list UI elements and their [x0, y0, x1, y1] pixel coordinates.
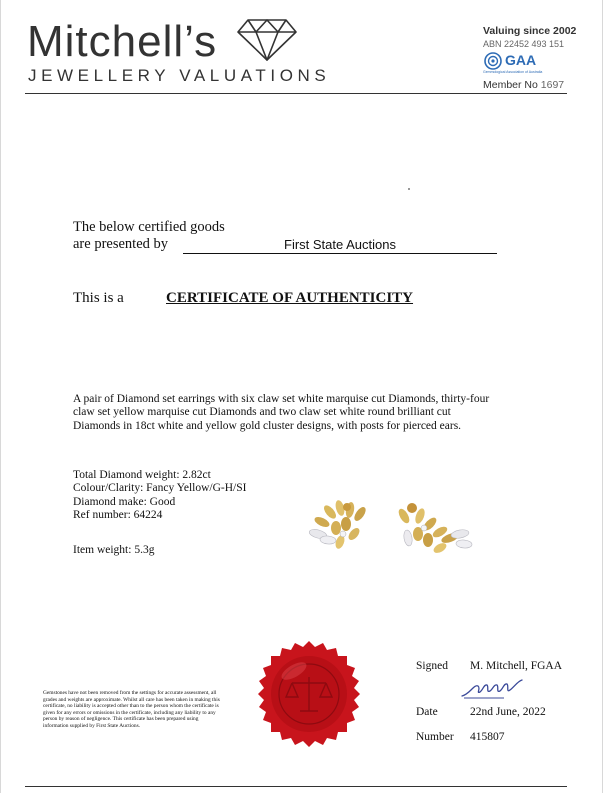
disclaimer: Gemstones have not been removed from the settings for accurate assessment, all grades and weights are approximate. Whilst all care has been taken in making this certificate, no liability is accepted other than to the person whom the certificate is given for any errors or omissions in the certificate, including any liability to any person by reason of negligence. This certificate has been prepared using information supplied by First State Auctions.	[43, 690, 220, 729]
certificate-title: CERTIFICATE OF AUTHENTICITY	[166, 290, 414, 306]
colour-clarity: Colour/Clarity: Fancy Yellow/G-H/SI	[73, 482, 247, 495]
certificate-prefix: This is a	[73, 290, 124, 306]
valuing-since: Valuing since 2002	[483, 25, 577, 37]
earrings-image	[300, 498, 478, 564]
abn-number: ABN 22452 493 151	[483, 39, 565, 49]
date-value: 22nd June, 2022	[470, 706, 546, 718]
brand-subtitle: JEWELLERY VALUATIONS	[28, 66, 331, 85]
item-details	[73, 469, 246, 523]
right-earring	[397, 503, 473, 555]
member-label: Member No	[483, 79, 538, 91]
diamond-make: Diamond make: Good	[73, 495, 176, 508]
number-label: Number	[416, 731, 454, 743]
date-label: Date	[416, 706, 438, 718]
diamond-logo-icon	[236, 14, 298, 64]
speck	[408, 188, 410, 190]
gaa-full-name: Gemmological Association of Australia	[483, 70, 543, 74]
total-diamond-weight: Total Diamond weight: 2.82ct	[73, 469, 211, 481]
item-weight: Item weight: 5.3g	[73, 544, 155, 556]
member-number	[483, 79, 564, 91]
signature	[460, 678, 524, 700]
member-value: 1697	[540, 79, 565, 91]
gaa-label: GAA	[505, 52, 537, 68]
number-value: 415807	[470, 731, 505, 743]
signed-value: M. Mitchell, FGAA	[470, 660, 562, 672]
left-earring	[308, 499, 368, 550]
intro-line1: The below certified goods	[73, 219, 225, 235]
intro-line2: are presented by	[73, 236, 169, 252]
item-description: A pair of Diamond set earrings with six claw set white marquise cut Diamonds, thirty-four claw set yellow marquise cut Diamonds and two claw set white round brilliant cut Diamonds in 18ct white and yellow gold cluster designs, with posts for pierced ears.	[73, 393, 490, 432]
gaa-emblem-icon	[484, 52, 502, 70]
company-details	[483, 24, 576, 50]
wax-seal	[254, 639, 364, 749]
header-divider	[25, 93, 567, 94]
footer-divider	[25, 786, 567, 787]
presenter-name: First State Auctions	[183, 236, 497, 254]
ref-number: Ref number: 64224	[73, 509, 163, 522]
brand-name: Mitchell’s	[27, 17, 218, 66]
signed-label: Signed	[416, 660, 448, 672]
